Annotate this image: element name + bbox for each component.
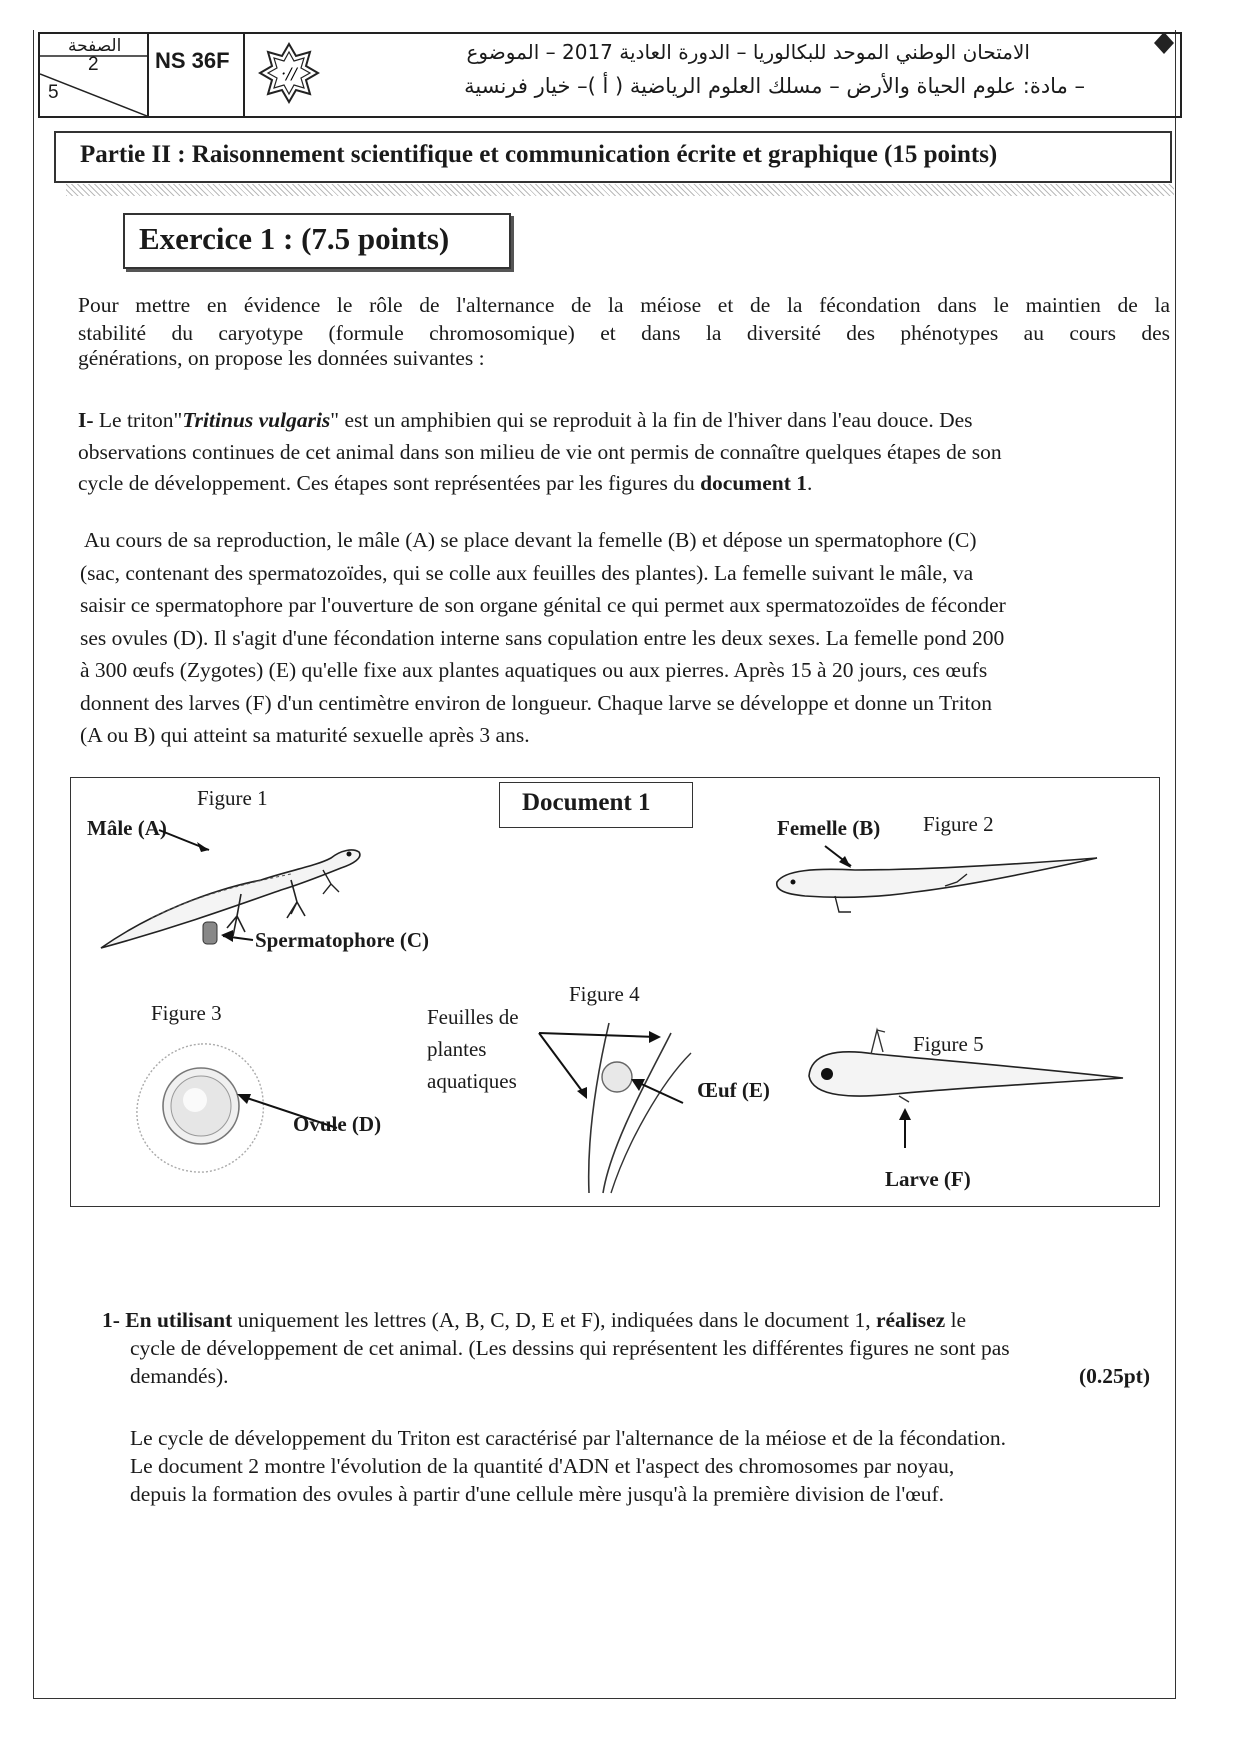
intro-line: stabilité du caryotype (formule chromosomique) et dans la diversité des phénotypes au cours des [78, 320, 1170, 345]
male-label: Mâle (A) [87, 816, 167, 840]
question-1-points: (0.25pt) [1078, 1364, 1150, 1388]
repro-line: à 300 œufs (Zygotes) (E) qu'elle fixe aux plantes aquatiques ou aux pierres. Après 15 à 20 jours, ces œufs [80, 658, 988, 682]
figure-3-label: Figure 3 [151, 1001, 222, 1025]
figure-5-label: Figure 5 [913, 1032, 984, 1056]
exercise-title: Exercice 1 : (7.5 points) [139, 221, 450, 256]
cycle-line: Le cycle de développement du Triton est caractérisé par l'alternance de la méiose et de la fécondation. [130, 1426, 1007, 1450]
repro-line: donnent des larves (F) d'un centimètre environ de longueur. Chaque larve se développe et donne un Triton [80, 690, 993, 715]
repro-line: saisir ce spermatophore par l'ouverture de son organe génital ce qui permet aux spermatozoïdes de féconder [80, 593, 1006, 617]
text: Le triton" [93, 408, 183, 432]
document-1-title: Document 1 [522, 789, 651, 816]
page-number-box [40, 34, 149, 116]
corner-diamond-icon [1152, 30, 1176, 56]
text: le [945, 1308, 967, 1332]
section-number: I- [78, 408, 94, 432]
question-number: 1- [102, 1308, 120, 1332]
larva-label: Larve (F) [885, 1167, 971, 1191]
exam-code: NS 36F [155, 48, 230, 73]
repro-line: (sac, contenant des spermatozoïdes, qui se colle aux feuilles des plantes). La femelle suivant le mâle, va [80, 560, 974, 585]
repro-line: ses ovules (D). Il s'agit d'une fécondation interne sans copulation entre les deux sexes. La femelle pond 200 [80, 625, 1005, 650]
text: . [806, 471, 813, 495]
figure-2-label: Figure 2 [923, 812, 994, 836]
ovule-label: Ovule (D) [293, 1112, 382, 1136]
part-title-box [54, 131, 1172, 183]
question-1-line [102, 1306, 1158, 1334]
exercise-title-box [123, 213, 511, 269]
cycle-line: Le document 2 montre l'évolution de la quantité d'ADN et l'aspect des chromosomes par noyau, [130, 1454, 955, 1478]
document-1-title-box [499, 782, 693, 828]
cycle-paragraph [130, 1424, 1170, 1508]
question-verb: En utilisant [119, 1308, 233, 1332]
leaves-label-line1: Feuilles de [427, 1005, 519, 1029]
egg-label: Œuf (E) [697, 1078, 770, 1102]
female-triton-illustration [775, 838, 1105, 928]
part-title: Partie II : Raisonnement scientifique et communication écrite et graphique (15 points) [80, 141, 998, 168]
figure-1-label: Figure 1 [197, 786, 268, 810]
leaves-label-line3: aquatiques [427, 1069, 517, 1093]
ministry-logo-icon [258, 42, 320, 104]
subject-arabic: – مادة: علوم الحياة والأرض – مسلك العلوم الرياضية ( أ )– خيار فرنسية [464, 74, 1085, 98]
text: " est un amphibien qui se reproduit à la fin de l'hiver dans l'eau douce. Des [330, 408, 973, 432]
female-label: Femelle (B) [777, 816, 881, 840]
larva-illustration [805, 1018, 1125, 1158]
section-1-paragraph [78, 405, 1158, 500]
text: uniquement les lettres (A, B, C, D, E et F), indiquées dans le document 1, [232, 1308, 876, 1332]
question-verb: réalisez [875, 1308, 946, 1332]
egg-on-leaves-illustration [511, 1003, 731, 1203]
page-label: الصفحة [68, 36, 122, 56]
species-name: Tritinus vulgaris [182, 408, 331, 432]
page-total: 5 [48, 82, 59, 103]
question-1 [102, 1306, 1158, 1390]
section-1-line: observations continues de cet animal dans son milieu de vie ont permis de connaître quelques étapes de son [78, 439, 1002, 464]
section-1-line [78, 405, 1158, 437]
intro-line: Pour mettre en évidence le rôle de l'alternance de la méiose et de la fécondation dans le maintien de la [78, 293, 1170, 317]
hatch-divider [66, 184, 1174, 196]
repro-line: Au cours de sa reproduction, le mâle (A) se place devant la femelle (B) et dépose un spermatophore (C) [84, 528, 977, 552]
reproduction-paragraph [80, 524, 1160, 752]
question-1-line: demandés). [130, 1364, 229, 1388]
intro-paragraph [78, 290, 1170, 375]
svg-text:·//: ·// [281, 64, 297, 83]
exam-code-box [149, 34, 245, 116]
repro-line: (A ou B) qui atteint sa maturité sexuelle après 3 ans. [80, 723, 530, 747]
exam-header [38, 32, 1182, 118]
document-1 [70, 777, 1160, 1207]
figure-4-label: Figure 4 [569, 982, 640, 1006]
spermatophore-label: Spermatophore (C) [255, 928, 430, 952]
leaves-label-line2: plantes [427, 1037, 487, 1061]
intro-line: générations, on propose les données suivantes : [78, 346, 485, 370]
document-ref: document 1 [700, 471, 807, 495]
exam-title-arabic: الامتحان الوطني الموحد للبكالوريا – الدورة العادية 2017 – الموضوع [466, 40, 1030, 64]
cycle-line: depuis la formation des ovules à partir d'une cellule mère jusqu'à la première division de l'œuf. [130, 1482, 945, 1506]
question-1-line: cycle de développement de cet animal. (Les dessins qui représentent les différentes figures ne sont pas [130, 1336, 1010, 1360]
page-current: 2 [88, 54, 99, 75]
text: cycle de développement. Ces étapes sont représentées par les figures du [78, 471, 701, 495]
section-1-line [78, 468, 1158, 500]
